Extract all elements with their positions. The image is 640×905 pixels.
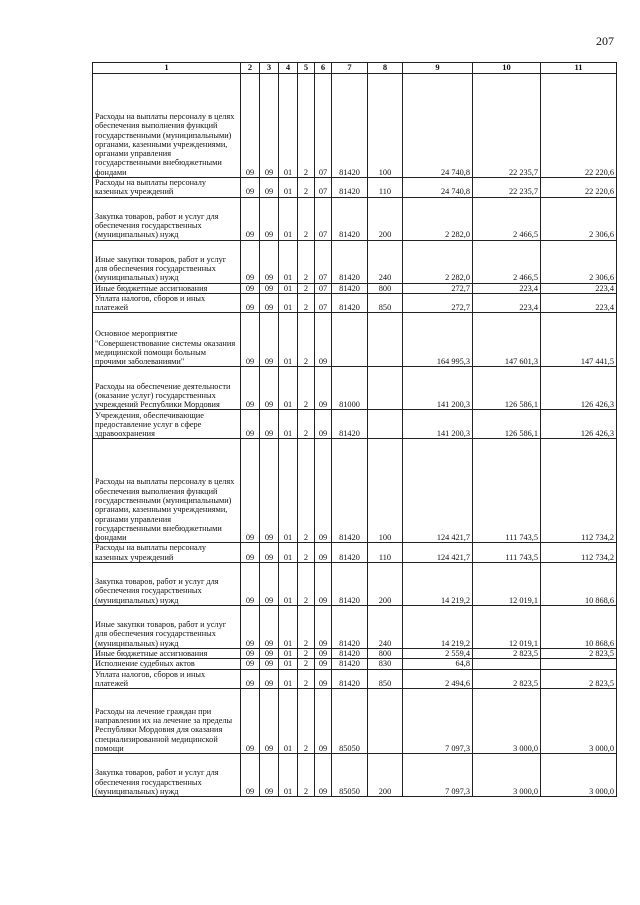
amount-cell: 111 743,5: [473, 439, 541, 543]
code-cell: 09: [241, 754, 260, 797]
amount-cell: 2 823,5: [541, 648, 617, 658]
code-cell: 100: [368, 74, 403, 178]
code-cell: 09: [241, 689, 260, 754]
code-cell: 81420: [332, 562, 368, 605]
amount-cell: 22 235,7: [473, 74, 541, 178]
code-cell: 110: [368, 178, 403, 198]
code-cell: 09: [260, 754, 279, 797]
code-cell: 200: [368, 562, 403, 605]
row-name: Расходы на выплаты персоналу казенных учреждений: [93, 543, 241, 563]
code-cell: 09: [241, 283, 260, 293]
amount-cell: 64,8: [403, 659, 473, 669]
code-cell: 01: [279, 197, 298, 240]
code-cell: 09: [241, 543, 260, 563]
column-header: 7: [332, 63, 368, 74]
amount-cell: 10 868,6: [541, 605, 617, 648]
code-cell: 81420: [332, 659, 368, 669]
amount-cell: [473, 659, 541, 669]
code-cell: 01: [279, 367, 298, 410]
amount-cell: 2 823,5: [541, 669, 617, 689]
code-cell: 800: [368, 283, 403, 293]
amount-cell: 3 000,0: [473, 689, 541, 754]
code-cell: 01: [279, 605, 298, 648]
code-cell: 2: [298, 605, 315, 648]
code-cell: 07: [315, 178, 332, 198]
row-name: Уплата налогов, сборов и иных платежей: [93, 293, 241, 313]
code-cell: 850: [368, 669, 403, 689]
code-cell: 2: [298, 410, 315, 439]
column-header: 10: [473, 63, 541, 74]
amount-cell: 147 601,3: [473, 313, 541, 367]
amount-cell: 22 220,6: [541, 74, 617, 178]
amount-cell: 2 466,5: [473, 240, 541, 283]
amount-cell: 2 306,6: [541, 197, 617, 240]
row-name: Иные бюджетные ассигнования: [93, 648, 241, 658]
code-cell: [368, 313, 403, 367]
code-cell: 240: [368, 240, 403, 283]
column-header: 2: [241, 63, 260, 74]
code-cell: 200: [368, 197, 403, 240]
code-cell: 01: [279, 178, 298, 198]
row-name: Уплата налогов, сборов и иных платежей: [93, 669, 241, 689]
amount-cell: 147 441,5: [541, 313, 617, 367]
row-name: Расходы на выплаты персоналу в целях обеспечения выполнения функций государственными (муниципальными) органами, казенными учреждениями, органами управления государственными внебюджетными фондами: [93, 74, 241, 178]
code-cell: 09: [260, 74, 279, 178]
amount-cell: 141 200,3: [403, 410, 473, 439]
table-row: [93, 562, 617, 605]
code-cell: 09: [315, 410, 332, 439]
table-row: [93, 240, 617, 283]
code-cell: 81420: [332, 410, 368, 439]
code-cell: 01: [279, 283, 298, 293]
amount-cell: 2 559,4: [403, 648, 473, 658]
budget-table: [92, 62, 617, 797]
table-row: [93, 410, 617, 439]
row-name: Закупка товаров, работ и услуг для обеспечения государственных (муниципальных) нужд: [93, 562, 241, 605]
code-cell: 09: [241, 313, 260, 367]
code-cell: 2: [298, 178, 315, 198]
row-name: Основное мероприятие "Совершенствование системы оказания медицинской помощи больным прочими заболеваниями": [93, 313, 241, 367]
amount-cell: [541, 659, 617, 669]
code-cell: 81420: [332, 178, 368, 198]
amount-cell: 223,4: [541, 293, 617, 313]
amount-cell: 2 494,6: [403, 669, 473, 689]
code-cell: 09: [260, 197, 279, 240]
column-header: 8: [368, 63, 403, 74]
code-cell: 09: [241, 605, 260, 648]
code-cell: 200: [368, 754, 403, 797]
code-cell: [368, 689, 403, 754]
amount-cell: 22 220,6: [541, 178, 617, 198]
amount-cell: 2 823,5: [473, 669, 541, 689]
code-cell: 09: [260, 313, 279, 367]
code-cell: 07: [315, 197, 332, 240]
row-name: Учреждения, обеспечивающие предоставление услуг в сфере здравоохранения: [93, 410, 241, 439]
amount-cell: 2 823,5: [473, 648, 541, 658]
code-cell: 09: [260, 659, 279, 669]
code-cell: 09: [315, 367, 332, 410]
code-cell: 09: [315, 659, 332, 669]
amount-cell: 24 740,8: [403, 74, 473, 178]
table-row: [93, 605, 617, 648]
amount-cell: 223,4: [473, 293, 541, 313]
code-cell: [368, 410, 403, 439]
code-cell: 81420: [332, 605, 368, 648]
code-cell: 01: [279, 659, 298, 669]
table-row: [93, 367, 617, 410]
code-cell: [368, 367, 403, 410]
code-cell: 2: [298, 659, 315, 669]
amount-cell: 126 426,3: [541, 367, 617, 410]
code-cell: 07: [315, 74, 332, 178]
code-cell: 800: [368, 648, 403, 658]
code-cell: 09: [241, 197, 260, 240]
amount-cell: 124 421,7: [403, 439, 473, 543]
code-cell: 01: [279, 689, 298, 754]
page-number: 207: [596, 34, 614, 48]
table-row: [93, 689, 617, 754]
code-cell: 07: [315, 293, 332, 313]
row-name: Закупка товаров, работ и услуг для обеспечения государственных (муниципальных) нужд: [93, 754, 241, 797]
column-header: 4: [279, 63, 298, 74]
amount-cell: 2 466,5: [473, 197, 541, 240]
amount-cell: 126 586,1: [473, 367, 541, 410]
code-cell: 09: [260, 178, 279, 198]
row-name: Исполнение судебных актов: [93, 659, 241, 669]
row-name: Иные закупки товаров, работ и услуг для обеспечения государственных (муниципальных) нужд: [93, 240, 241, 283]
code-cell: 2: [298, 293, 315, 313]
table-row: [93, 74, 617, 178]
row-name: Расходы на обеспечение деятельности (оказание услуг) государственных учреждений Республики Мордовия: [93, 367, 241, 410]
code-cell: 81420: [332, 648, 368, 658]
code-cell: 09: [315, 543, 332, 563]
amount-cell: 223,4: [473, 283, 541, 293]
code-cell: 2: [298, 669, 315, 689]
code-cell: 2: [298, 313, 315, 367]
row-name: Расходы на выплаты персоналу в целях обеспечения выполнения функций государственными (муниципальными) органами, казенными учреждениями, органами управления государственными внебюджетными фондами: [93, 439, 241, 543]
code-cell: 09: [260, 293, 279, 313]
code-cell: 85050: [332, 754, 368, 797]
code-cell: 09: [241, 178, 260, 198]
code-cell: 07: [315, 283, 332, 293]
table-row: [93, 659, 617, 669]
code-cell: 81000: [332, 367, 368, 410]
table-row: [93, 283, 617, 293]
code-cell: 09: [241, 648, 260, 658]
amount-cell: 164 995,3: [403, 313, 473, 367]
code-cell: 09: [241, 240, 260, 283]
table-row: [93, 648, 617, 658]
amount-cell: 7 097,3: [403, 754, 473, 797]
code-cell: 2: [298, 562, 315, 605]
column-header: 3: [260, 63, 279, 74]
amount-cell: 12 019,1: [473, 605, 541, 648]
code-cell: 09: [315, 648, 332, 658]
code-cell: 09: [260, 648, 279, 658]
row-name: Расходы на лечение граждан при направлении их на лечение за пределы Республики Мордовия для оказания специализированной медицинской помощи: [93, 689, 241, 754]
code-cell: 850: [368, 293, 403, 313]
column-header: 11: [541, 63, 617, 74]
table-row: [93, 669, 617, 689]
code-cell: 2: [298, 283, 315, 293]
code-cell: 2: [298, 439, 315, 543]
code-cell: 09: [260, 283, 279, 293]
code-cell: 01: [279, 439, 298, 543]
code-cell: 01: [279, 313, 298, 367]
code-cell: 2: [298, 754, 315, 797]
code-cell: 01: [279, 562, 298, 605]
amount-cell: 12 019,1: [473, 562, 541, 605]
code-cell: 09: [260, 367, 279, 410]
code-cell: 81420: [332, 283, 368, 293]
amount-cell: 126 426,3: [541, 410, 617, 439]
amount-cell: 272,7: [403, 293, 473, 313]
amount-cell: 3 000,0: [473, 754, 541, 797]
row-name: Иные бюджетные ассигнования: [93, 283, 241, 293]
code-cell: 09: [241, 367, 260, 410]
amount-cell: 112 734,2: [541, 439, 617, 543]
code-cell: 81420: [332, 74, 368, 178]
code-cell: 09: [260, 240, 279, 283]
code-cell: 240: [368, 605, 403, 648]
amount-cell: 272,7: [403, 283, 473, 293]
code-cell: 09: [241, 562, 260, 605]
code-cell: 81420: [332, 240, 368, 283]
code-cell: 07: [315, 240, 332, 283]
code-cell: 09: [315, 313, 332, 367]
code-cell: 81420: [332, 197, 368, 240]
code-cell: [332, 313, 368, 367]
code-cell: 01: [279, 410, 298, 439]
code-cell: 01: [279, 543, 298, 563]
code-cell: 09: [260, 669, 279, 689]
amount-cell: 2 306,6: [541, 240, 617, 283]
code-cell: 09: [260, 605, 279, 648]
code-cell: 01: [279, 754, 298, 797]
code-cell: 01: [279, 74, 298, 178]
table-row: [93, 313, 617, 367]
column-header: 6: [315, 63, 332, 74]
row-name: Закупка товаров, работ и услуг для обеспечения государственных (муниципальных) нужд: [93, 197, 241, 240]
table-row: [93, 754, 617, 797]
code-cell: 01: [279, 293, 298, 313]
code-cell: 81420: [332, 293, 368, 313]
amount-cell: 14 219,2: [403, 562, 473, 605]
row-name: Расходы на выплаты персоналу казенных учреждений: [93, 178, 241, 198]
code-cell: 09: [241, 659, 260, 669]
amount-cell: 141 200,3: [403, 367, 473, 410]
amount-cell: 111 743,5: [473, 543, 541, 563]
column-header: 1: [93, 63, 241, 74]
code-cell: 09: [241, 410, 260, 439]
amount-cell: 124 421,7: [403, 543, 473, 563]
code-cell: 110: [368, 543, 403, 563]
amount-cell: 3 000,0: [541, 689, 617, 754]
code-cell: 2: [298, 367, 315, 410]
code-cell: 100: [368, 439, 403, 543]
row-name: Иные закупки товаров, работ и услуг для обеспечения государственных (муниципальных) нужд: [93, 605, 241, 648]
table-row: [93, 293, 617, 313]
code-cell: 09: [241, 669, 260, 689]
code-cell: 09: [241, 293, 260, 313]
table-row: [93, 543, 617, 563]
amount-cell: 7 097,3: [403, 689, 473, 754]
code-cell: 2: [298, 543, 315, 563]
amount-cell: 223,4: [541, 283, 617, 293]
code-cell: 09: [315, 689, 332, 754]
amount-cell: 3 000,0: [541, 754, 617, 797]
table-row: [93, 439, 617, 543]
amount-cell: 22 235,7: [473, 178, 541, 198]
code-cell: 2: [298, 689, 315, 754]
code-cell: 09: [315, 669, 332, 689]
code-cell: 01: [279, 240, 298, 283]
code-cell: 09: [241, 74, 260, 178]
amount-cell: 24 740,8: [403, 178, 473, 198]
code-cell: 09: [260, 543, 279, 563]
code-cell: 09: [260, 439, 279, 543]
code-cell: 2: [298, 74, 315, 178]
amount-cell: 10 868,6: [541, 562, 617, 605]
code-cell: 01: [279, 669, 298, 689]
column-header: 5: [298, 63, 315, 74]
column-header: 9: [403, 63, 473, 74]
code-cell: 81420: [332, 669, 368, 689]
amount-cell: 2 282,0: [403, 197, 473, 240]
code-cell: 09: [260, 689, 279, 754]
code-cell: 09: [315, 754, 332, 797]
code-cell: 09: [260, 562, 279, 605]
amount-cell: 2 282,0: [403, 240, 473, 283]
amount-cell: 112 734,2: [541, 543, 617, 563]
header-row: [93, 63, 617, 74]
code-cell: 81420: [332, 543, 368, 563]
amount-cell: 126 586,1: [473, 410, 541, 439]
code-cell: 830: [368, 659, 403, 669]
code-cell: 09: [315, 439, 332, 543]
table-row: [93, 178, 617, 198]
code-cell: 09: [315, 562, 332, 605]
code-cell: 2: [298, 648, 315, 658]
code-cell: 09: [260, 410, 279, 439]
code-cell: 09: [241, 439, 260, 543]
code-cell: 2: [298, 240, 315, 283]
table-row: [93, 197, 617, 240]
amount-cell: 14 219,2: [403, 605, 473, 648]
code-cell: 01: [279, 648, 298, 658]
code-cell: 81420: [332, 439, 368, 543]
code-cell: 85050: [332, 689, 368, 754]
code-cell: 09: [315, 605, 332, 648]
code-cell: 2: [298, 197, 315, 240]
